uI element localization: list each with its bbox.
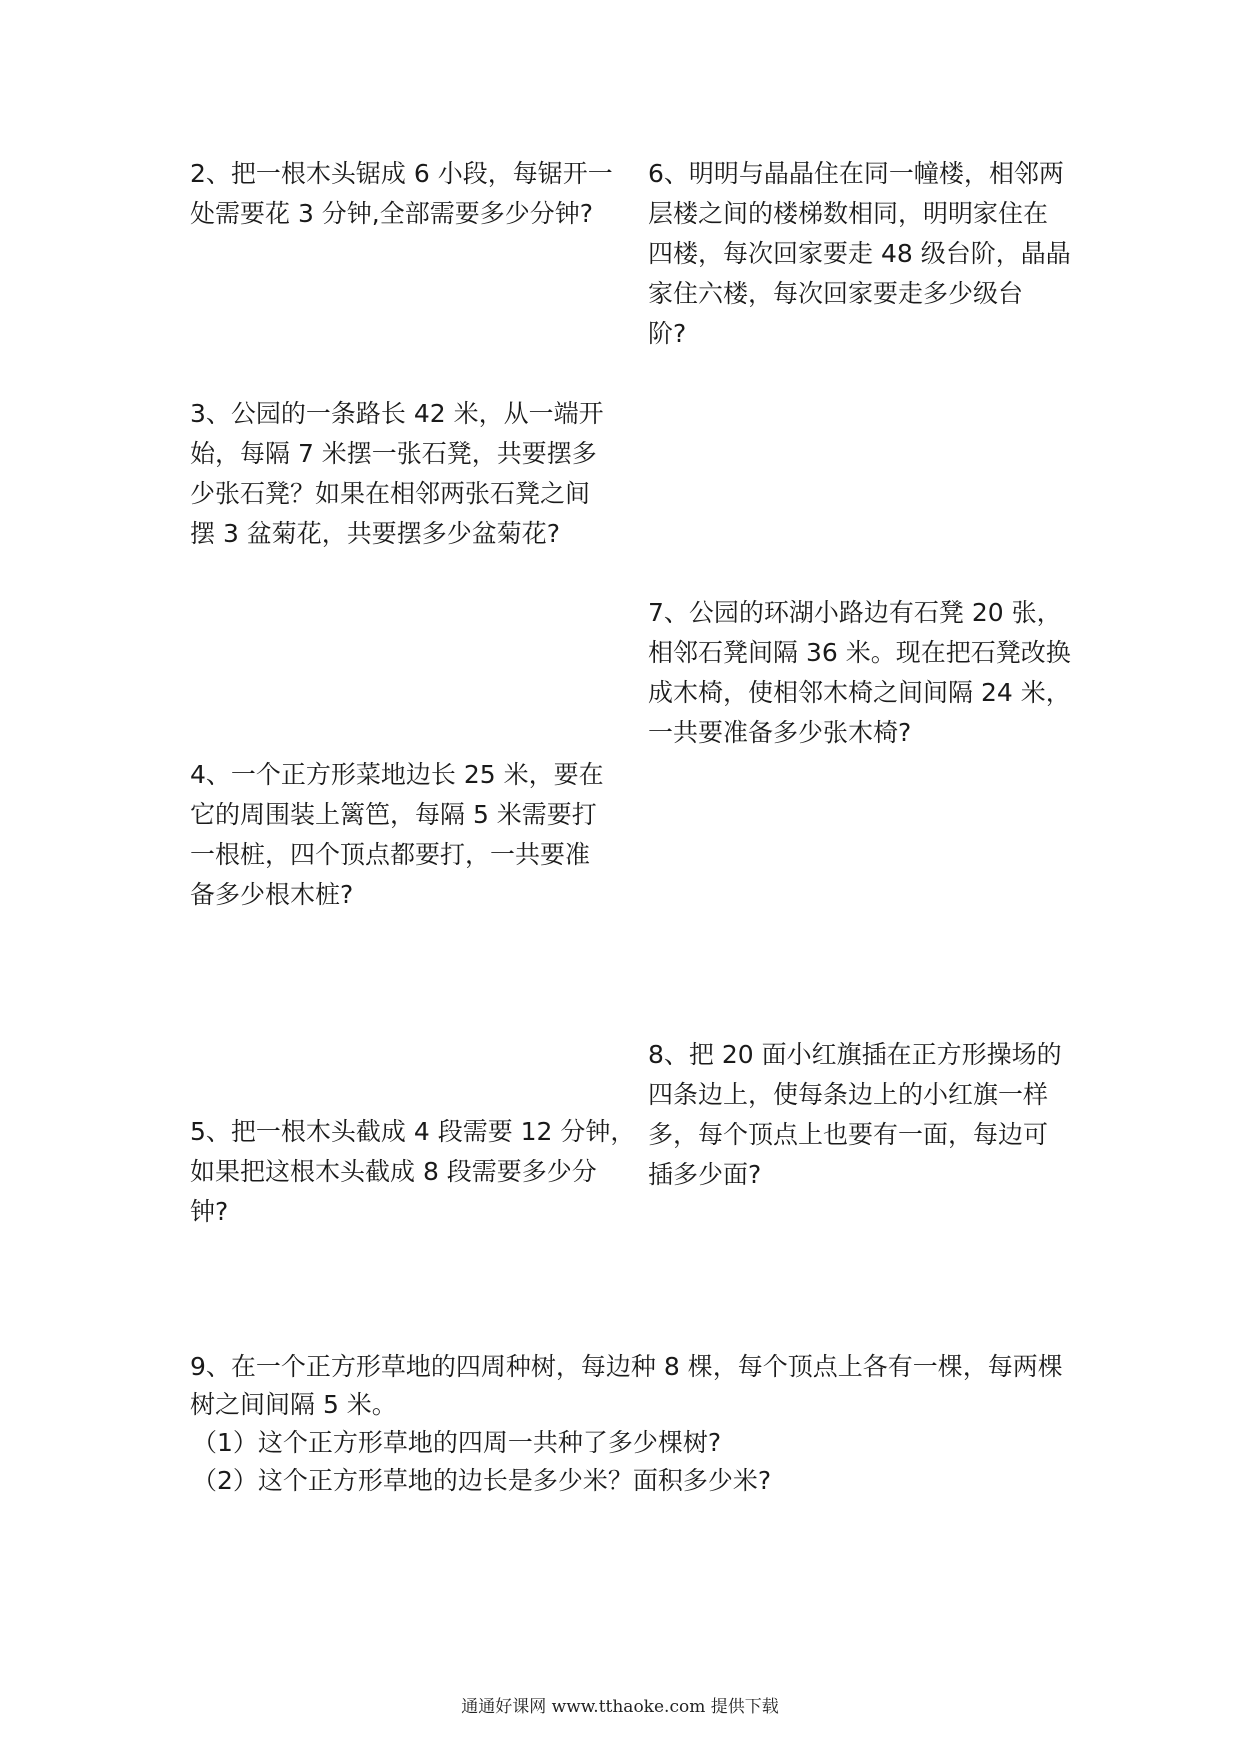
problem-line: 5、把一根木头截成 4 段需要 12 分钟， — [190, 1117, 636, 1146]
problem-4 — [190, 755, 604, 915]
problem-line: 一共要准备多少张木椅? — [648, 718, 912, 747]
problem-5 — [190, 1112, 635, 1232]
problem-line: 一根桩，四个顶点都要打，一共要准 — [190, 840, 591, 869]
problem-line: 9、在一个正方形草地的四周种树，每边种 8 棵，每个顶点上各有一棵，每两棵 — [190, 1352, 1063, 1381]
problem-line: 6、明明与晶晶住在同一幢楼，相邻两 — [648, 159, 1064, 188]
problem-3 — [190, 394, 604, 554]
problem-line: 始，每隔 7 米摆一张石凳，共要摆多 — [190, 439, 597, 468]
problem-line: 家住六楼，每次回家要走多少级台 — [648, 279, 1024, 308]
problem-line: 处需要花 3 分钟,全部需要多少分钟? — [190, 199, 594, 228]
problem-2 — [190, 154, 613, 234]
problem-line: 成木椅，使相邻木椅之间间隔 24 米， — [648, 678, 1071, 707]
sub-question-2: （2）这个正方形草地的边长是多少米？面积多少米? — [192, 1466, 772, 1495]
problem-line: 8、把 20 面小红旗插在正方形操场的 — [648, 1040, 1062, 1069]
problem-line: 相邻石凳间隔 36 米。现在把石凳改换 — [648, 638, 1071, 667]
problem-line: 如果把这根木头截成 8 段需要多少分 — [190, 1157, 597, 1186]
problem-line: 它的周围装上篱笆，每隔 5 米需要打 — [190, 800, 597, 829]
problem-9 — [190, 1348, 1063, 1500]
problem-line: 多，每个顶点上也要有一面，每边可 — [648, 1120, 1049, 1149]
problem-line: 4、一个正方形菜地边长 25 米，要在 — [190, 760, 604, 789]
problem-line: 插多少面? — [648, 1160, 762, 1189]
problem-line: 钟? — [190, 1197, 229, 1226]
problem-line: 阶? — [648, 319, 687, 348]
problem-line: 备多少根木桩? — [190, 880, 354, 909]
problem-line: 摆 3 盆菊花，共要摆多少盆菊花? — [190, 519, 561, 548]
problem-7 — [648, 593, 1071, 753]
sub-question-1: （1）这个正方形草地的四周一共种了多少棵树? — [192, 1428, 722, 1457]
problem-line: 2、把一根木头锯成 6 小段，每锯开一 — [190, 159, 613, 188]
problem-line: 四楼，每次回家要走 48 级台阶，晶晶 — [648, 239, 1071, 268]
problem-line: 少张石凳？如果在相邻两张石凳之间 — [190, 479, 591, 508]
problem-line: 7、公园的环湖小路边有石凳 20 张， — [648, 598, 1062, 627]
problem-line: 层楼之间的楼梯数相同，明明家住在 — [648, 199, 1049, 228]
problem-6 — [648, 154, 1071, 354]
page-footer: 通通好课网 www.tthaoke.com 提供下载 — [461, 1697, 779, 1717]
problem-line: 树之间间隔 5 米。 — [190, 1390, 397, 1419]
problem-line: 四条边上，使每条边上的小红旗一样 — [648, 1080, 1049, 1109]
problem-line: 3、公园的一条路长 42 米，从一端开 — [190, 399, 604, 428]
problem-8 — [648, 1035, 1062, 1195]
